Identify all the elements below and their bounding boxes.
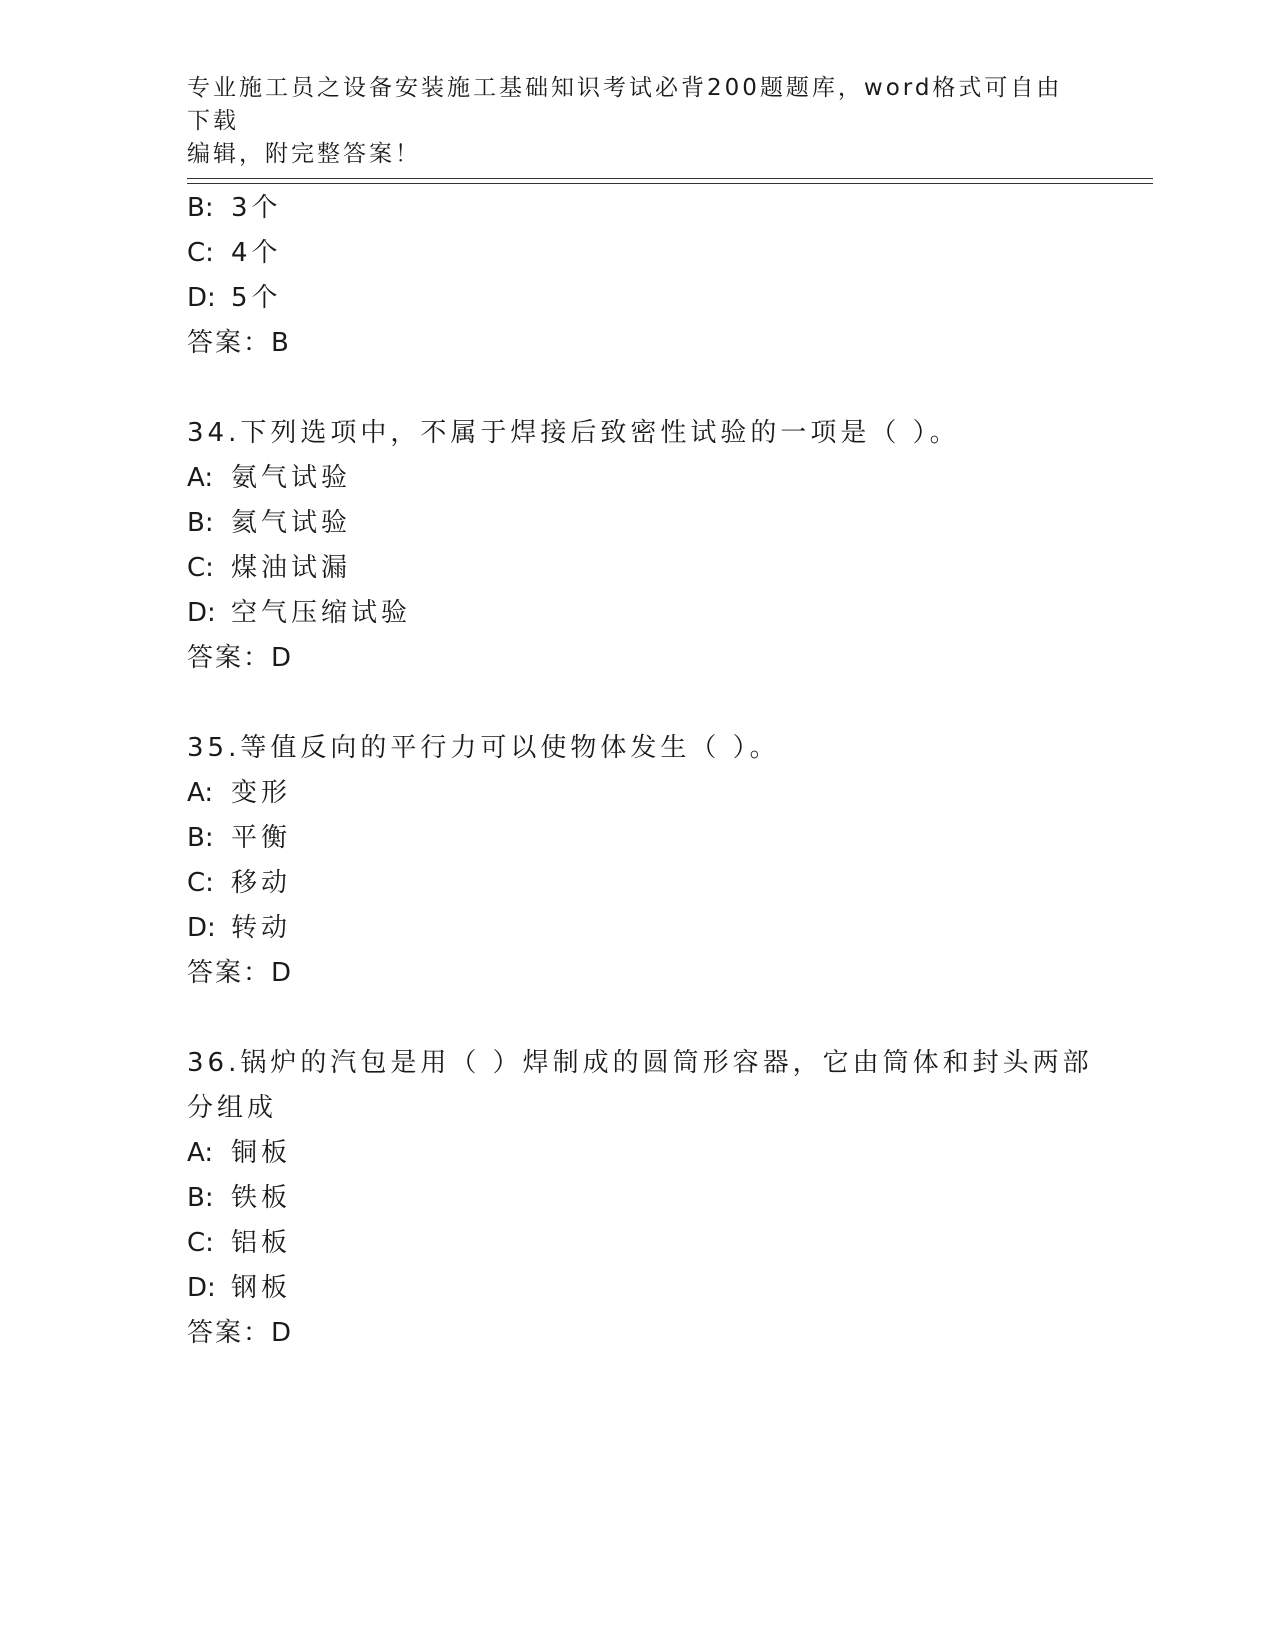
option-text: 氦气试验 [231,508,352,538]
option-label: D: [187,913,216,943]
option-d [187,283,282,313]
option-c [187,1228,291,1258]
option-c [187,238,282,268]
option-d [187,913,291,943]
question-36-stem-continued: 分组成 [187,1093,278,1123]
option-text: 铝板 [231,1228,292,1258]
option-label: B: [187,508,214,538]
header-divider-top [187,178,1153,179]
option-label: C: [187,553,214,583]
option-text: 煤油试漏 [231,553,352,583]
option-c [187,868,291,898]
answer-line: 答案：D [187,643,294,673]
option-label: D: [187,598,216,628]
option-c [187,553,351,583]
option-d [187,1273,291,1303]
option-text: 空气压缩试验 [231,598,412,628]
question-35-stem: 35.等值反向的平行力可以使物体发生（ ）。 [187,733,780,763]
option-a [187,778,291,808]
answer-line: 答案：D [187,958,294,988]
option-text: 钢板 [231,1273,292,1303]
document-header [187,72,1077,171]
option-text: 3个 [231,193,282,223]
option-b [187,193,282,223]
option-label: C: [187,1228,214,1258]
header-divider-bottom [187,183,1153,184]
option-a [187,463,351,493]
option-text: 平衡 [231,823,292,853]
option-label: C: [187,868,214,898]
option-label: A: [187,778,214,808]
option-label: D: [187,283,216,313]
option-b [187,823,291,853]
option-text: 转动 [231,913,292,943]
option-label: D: [187,1273,216,1303]
option-label: B: [187,823,214,853]
header-title-line-2: 编辑，附完整答案！ [187,141,421,167]
option-b [187,508,351,538]
option-text: 4个 [231,238,282,268]
option-text: 氨气试验 [231,463,352,493]
option-text: 5个 [231,283,282,313]
option-text: 铁板 [231,1183,292,1213]
option-text: 变形 [231,778,292,808]
question-36-stem: 36.锅炉的汽包是用（ ）焊制成的圆筒形容器，它由筒体和封头两部 [187,1048,1093,1078]
option-label: C: [187,238,214,268]
option-text: 移动 [231,868,292,898]
option-label: A: [187,463,214,493]
option-b [187,1183,291,1213]
question-34-stem: 34.下列选项中，不属于焊接后致密性试验的一项是（ ）。 [187,418,960,448]
option-label: B: [187,1183,214,1213]
option-text: 铜板 [231,1138,292,1168]
option-label: B: [187,193,214,223]
answer-line: 答案：D [187,1318,294,1348]
option-d [187,598,411,628]
answer-line: 答案：B [187,328,291,358]
header-title-line-1: 专业施工员之设备安装施工基础知识考试必背200题题库，word格式可自由下载 [187,75,1063,134]
option-a [187,1138,291,1168]
option-label: A: [187,1138,214,1168]
